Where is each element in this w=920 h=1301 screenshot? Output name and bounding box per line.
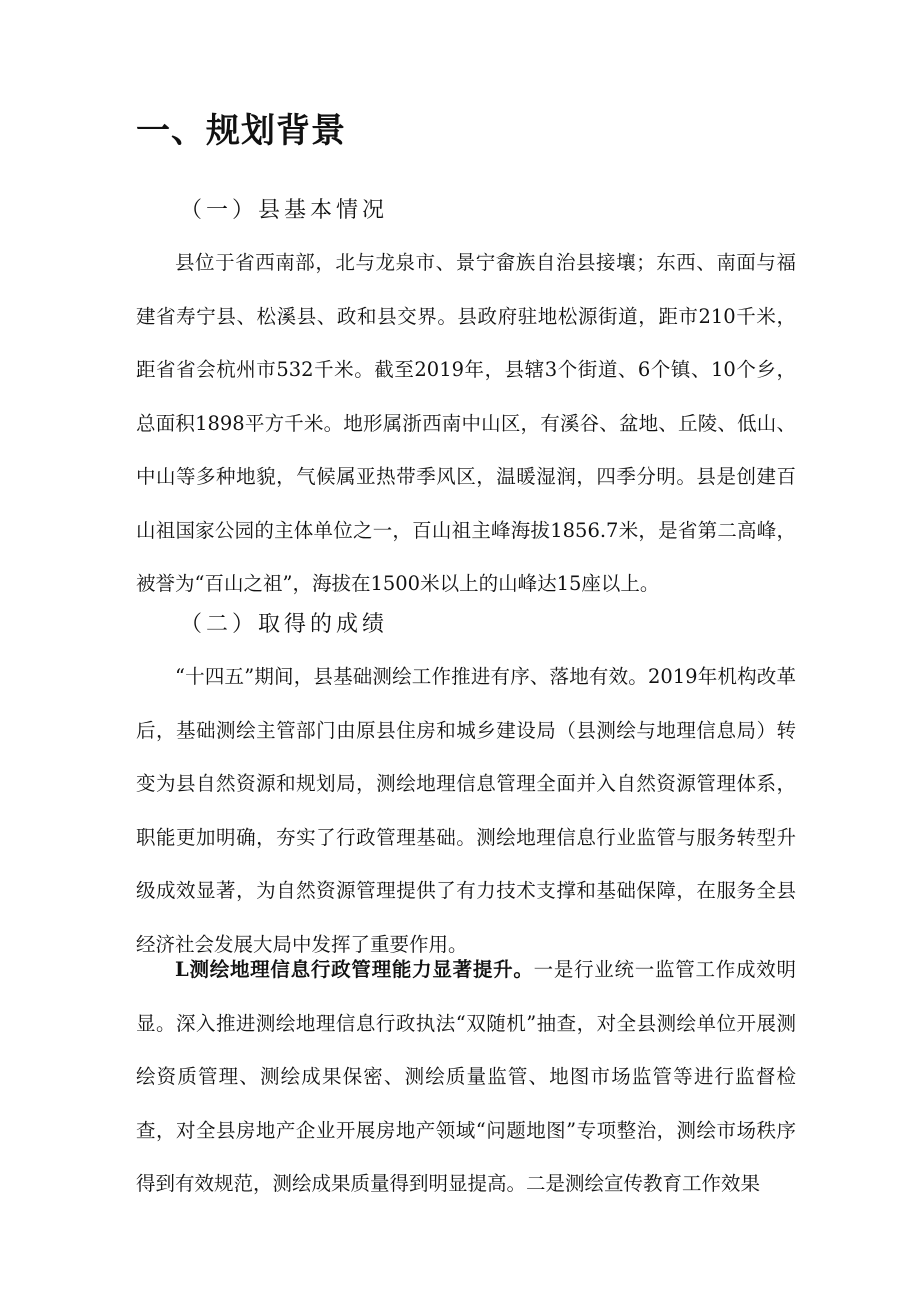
section-title-basic-info: （一）县基本情况 (180, 198, 389, 223)
paragraph-achievements: “十四五”期间，县基础测绘工作推进有序、落地有效。2019年机构改革后，基础测绘主管部门由原县住房和城乡建设局（县测绘与地理信息局）转变为县自然资源和规划局，测绘地理信息管理全面并入自然资源管理体系，职能更加明确，夯实了行政管理基础。测绘地理信息行业监管与服务转型升级成效显著，为自然资源管理提供了有力技术支撑和基础保障，在服务全县经济社会发展大局中发挥了重要作用。 (136, 665, 796, 956)
item-body-text: 一是行业统一监管工作成效明显。深入推进测绘地理信息行政执法“双随机”抽查，对全县测绘单位开展测绘资质管理、测绘成果保密、测绘质量监管、地图市场监管等进行监督检查，对全县房地产企业开展房地产领域“问题地图”专项整治，测绘市场秩序得到有效规范，测绘成果质量得到明显提高。二是测绘宣传教育工作效果 (136, 958, 796, 1195)
section-title-achievements: （二）取得的成绩 (180, 612, 389, 637)
paragraph-basic-info: 县位于省西南部，北与龙泉市、景宁畲族自治县接壤；东西、南面与福建省寿宁县、松溪县、政和县交界。县政府驻地松源街道，距市210千米，距省省会杭州市532千米。截至2019年，县辖3个街道、6个镇、10个乡，总面积1898平方千米。地形属浙西南中山区，有溪谷、盆地、丘陵、低山、中山等多种地貌，气候属亚热带季风区，温暖湿润，四季分明。县是创建百山祖国家公园的主体单位之一，百山祖主峰海拔1856.7米，是省第二高峰，被誉为“百山之祖”，海拔在1500米以上的山峰达15座以上。 (136, 251, 796, 595)
item-lead-text: L测绘地理信息行政管理能力显著提升。 (175, 958, 534, 981)
chapter-heading: 一、规划背景 (136, 111, 346, 151)
paragraph-admin-capacity (136, 943, 796, 1211)
